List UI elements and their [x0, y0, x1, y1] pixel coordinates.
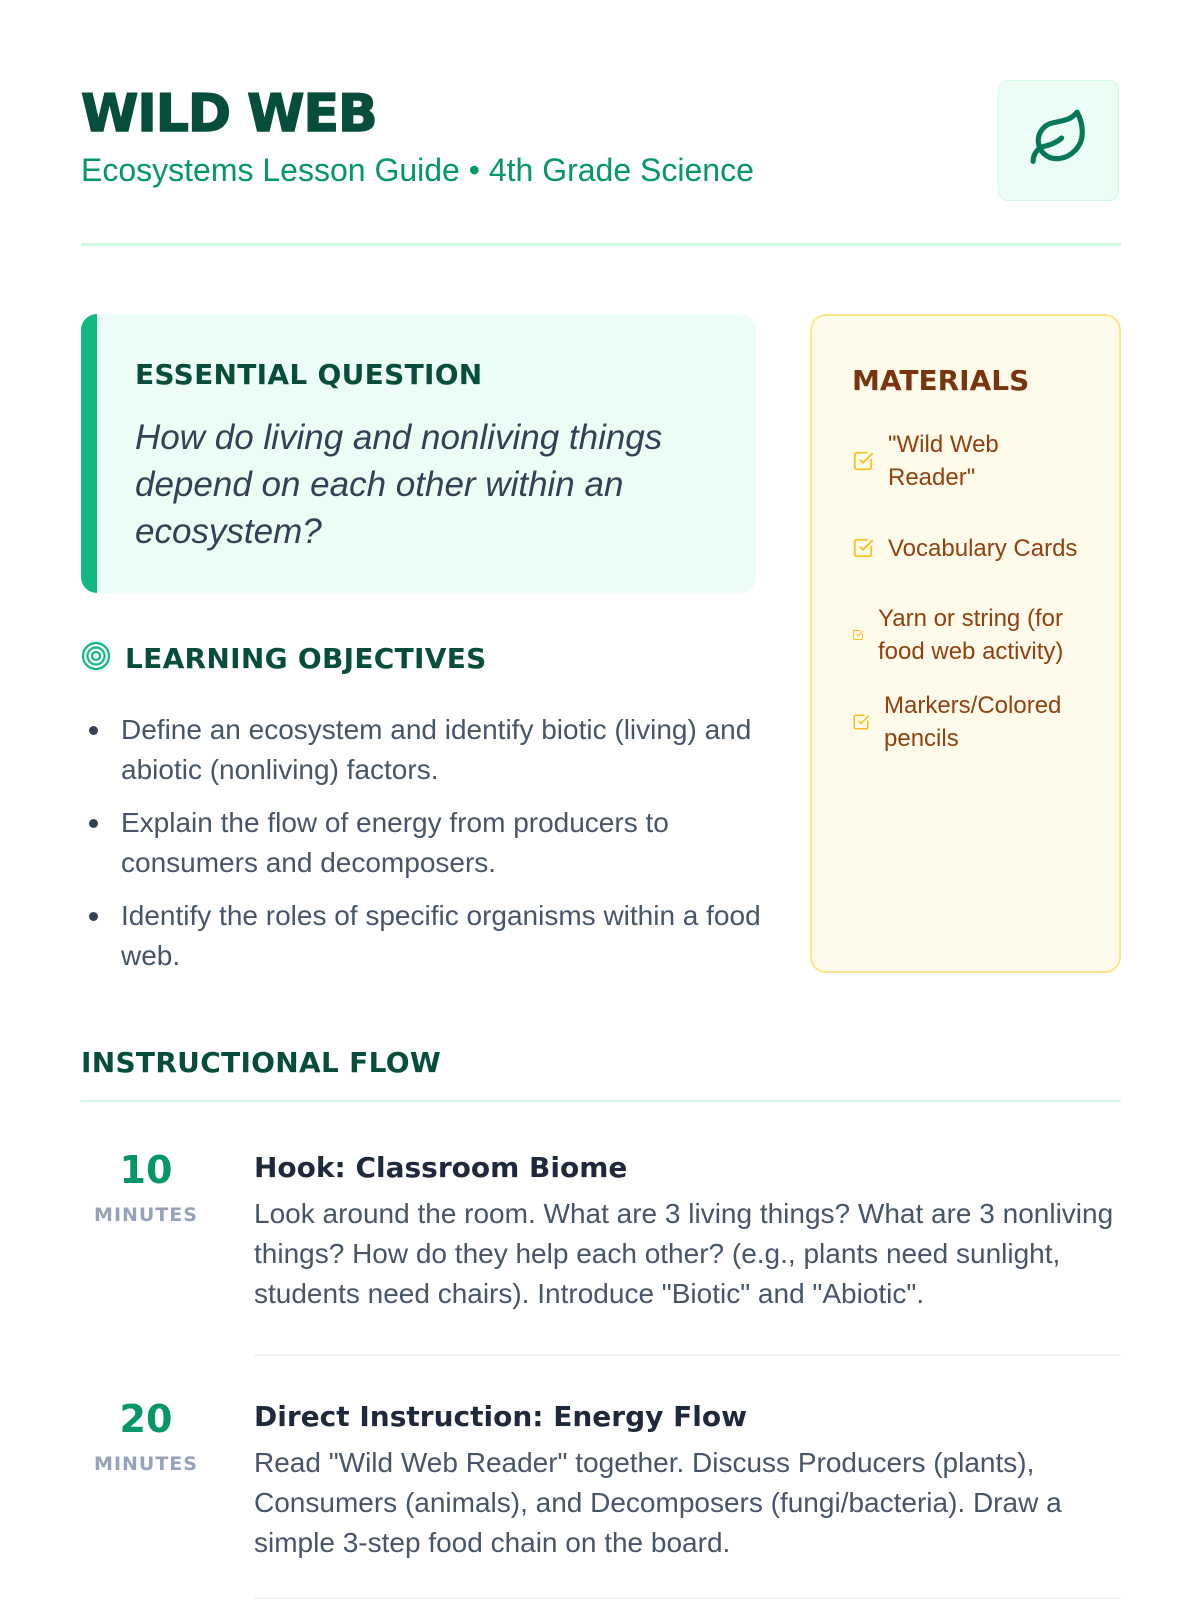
learning-objectives-heading — [81, 636, 487, 680]
material-item — [852, 602, 1092, 668]
logo-badge — [998, 80, 1119, 201]
checkbox-icon — [852, 450, 874, 472]
step-duration — [81, 1148, 211, 1226]
step-divider — [254, 1354, 1121, 1356]
material-text: "Wild Web Reader" — [888, 431, 999, 491]
material-text: Markers/Colored pencils — [884, 692, 1062, 752]
essential-question-label: ESSENTIAL QUESTION — [135, 358, 483, 391]
step-content — [254, 1397, 1121, 1563]
bullet-dot — [89, 819, 98, 828]
objective-text: Identify the roles of specific organisms within a food web. — [121, 900, 761, 971]
objective-text: Explain the flow of energy from producers to consumers and decomposers. — [121, 807, 669, 878]
objective-item — [81, 710, 771, 790]
essential-question-text: How do living and nonliving things depend on each other within an ecosystem? — [135, 418, 663, 551]
checkbox-icon — [852, 537, 874, 559]
header-divider — [81, 243, 1121, 246]
page-subtitle: Ecosystems Lesson Guide • 4th Grade Science — [81, 152, 754, 188]
material-text: Vocabulary Cards — [888, 534, 1078, 562]
step-divider — [254, 1597, 1121, 1599]
instructional-flow-divider — [81, 1100, 1121, 1102]
step-minutes: 10 — [119, 1148, 173, 1192]
checkbox-icon — [852, 713, 870, 731]
bullet-dot — [89, 912, 98, 921]
objective-item — [81, 896, 771, 976]
materials-title: MATERIALS — [852, 364, 1030, 397]
step-minutes: 20 — [119, 1397, 173, 1441]
lesson-guide-page — [81, 0, 1121, 1600]
material-item — [852, 428, 1092, 494]
objective-item — [81, 803, 771, 883]
step-duration — [81, 1397, 211, 1475]
material-text: Yarn or string (for food web activity) — [878, 605, 1064, 665]
essential-question-card — [81, 314, 756, 593]
step-description: Look around the room. What are 3 living things? What are 3 nonliving things? How do they help each other? (e.g., plants need sunlight, students need chairs). Introduce "Biotic" and "Abiotic". — [254, 1198, 1114, 1309]
material-item — [852, 515, 1092, 581]
checkbox-icon — [852, 629, 864, 641]
objective-text: Define an ecosystem and identify biotic (living) and abiotic (nonliving) factors. — [121, 714, 752, 785]
step-minutes-unit: MINUTES — [94, 1453, 198, 1475]
page-title: WILD WEB — [81, 84, 377, 144]
learning-objectives-list — [81, 710, 771, 989]
bullet-dot — [89, 726, 98, 735]
step-title: Hook: Classroom Biome — [254, 1151, 628, 1184]
target-icon — [81, 641, 111, 676]
leaf-icon — [1028, 107, 1090, 174]
instructional-flow-title: INSTRUCTIONAL FLOW — [81, 1046, 442, 1079]
materials-card — [810, 314, 1121, 973]
materials-list — [852, 428, 1092, 776]
step-minutes-unit: MINUTES — [94, 1204, 198, 1226]
material-item — [852, 689, 1092, 755]
learning-objectives-title: LEARNING OBJECTIVES — [125, 641, 487, 675]
step-description: Read "Wild Web Reader" together. Discuss Producers (plants), Consumers (animals), and Decomposers (fungi/bacteria). Draw a simple 3-step food chain on the board. — [254, 1447, 1062, 1558]
step-content — [254, 1148, 1121, 1314]
step-title: Direct Instruction: Energy Flow — [254, 1400, 747, 1433]
